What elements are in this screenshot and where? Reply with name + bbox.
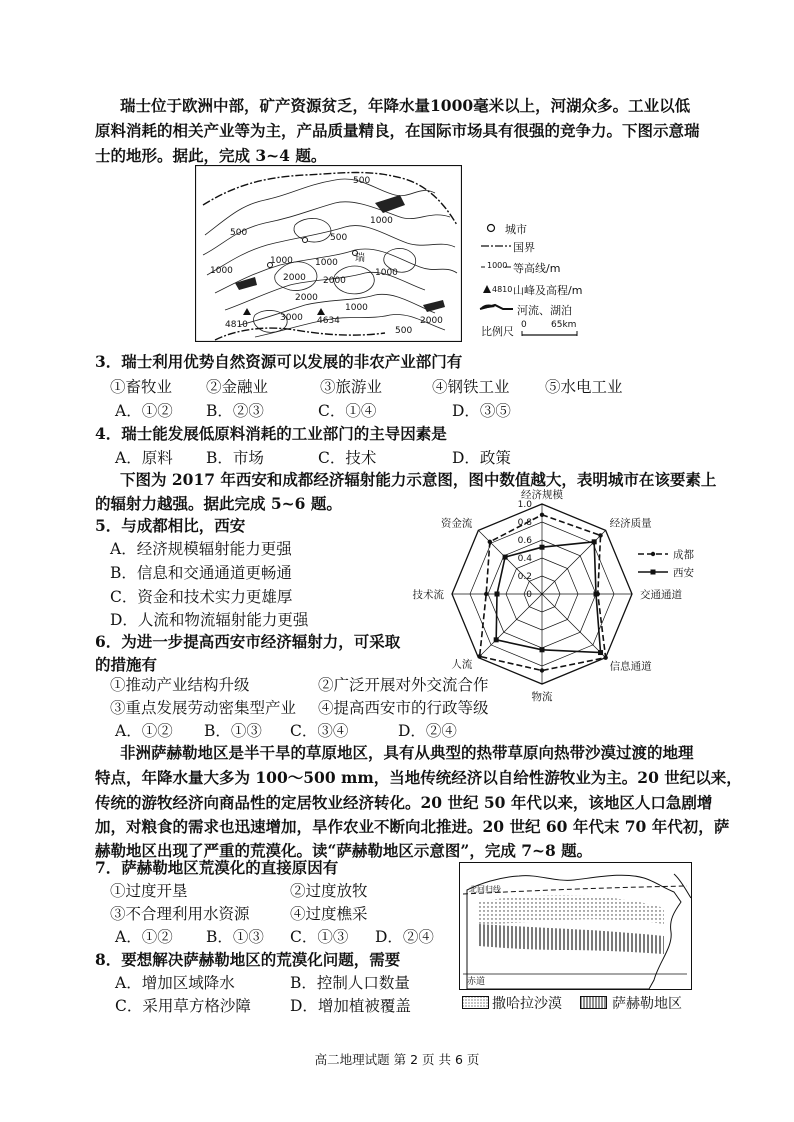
radar-category-label: 经济规模 xyxy=(521,489,563,501)
legend-label: 成都 xyxy=(673,549,694,561)
q7-option-a[interactable]: A．①② xyxy=(115,928,173,946)
contour-label: 1000 xyxy=(375,268,398,278)
equator-label: 赤道 xyxy=(467,977,486,987)
q7-item: ②过度放牧 xyxy=(290,882,368,900)
q4-option-b[interactable]: B．市场 xyxy=(206,449,264,467)
q6-option-d[interactable]: D．②④ xyxy=(398,722,457,740)
q5-option-a[interactable]: A．经济规模辐射能力更强 xyxy=(110,540,292,558)
q6-option-b[interactable]: B．①③ xyxy=(204,722,262,740)
q3-option-b[interactable]: B．②③ xyxy=(206,402,264,420)
legend-marker xyxy=(651,552,655,556)
radar-point xyxy=(477,654,481,658)
contour-label: 1000 xyxy=(210,266,233,276)
q4-option-c[interactable]: C．技术 xyxy=(318,449,377,467)
q4-stem: 4．瑞士能发展低原料消耗的工业部门的主导因素是 xyxy=(95,424,447,443)
contour-label: 500 xyxy=(230,228,248,238)
legend-river: 河流、湖泊 xyxy=(517,304,572,317)
legend-sahel: 萨赫勒地区 xyxy=(612,996,682,1012)
contour-label: 2000 xyxy=(283,273,306,283)
q7-stem: 7．萨赫勒地区荒漠化的直接原因有 xyxy=(95,858,339,877)
intro3-line2: 特点，年降水量大多为 100～500 mm，当地传统经济以自给性游牧业为主。20 世纪以来， xyxy=(95,768,742,787)
contour-label: 1000 xyxy=(270,256,293,266)
peak-label: 4810 xyxy=(225,320,248,330)
radar-point xyxy=(503,555,508,560)
contour-label: 1000 xyxy=(345,303,368,313)
q6-stem-line2: 的措施有 xyxy=(95,655,158,674)
q6-option-c[interactable]: C．③④ xyxy=(290,722,349,740)
legend-city: 城市 xyxy=(505,223,527,236)
q3-item: ④钢铁工业 xyxy=(432,378,510,396)
map2-legend xyxy=(462,993,692,1013)
peak-label: 4634 xyxy=(317,316,340,326)
contour-label: 500 xyxy=(395,326,413,336)
q7-option-d[interactable]: D．②④ xyxy=(375,928,434,946)
q6-item: ③重点发展劳动密集型产业 xyxy=(110,699,297,717)
q7-option-b[interactable]: B．①③ xyxy=(206,928,264,946)
q8-option-b[interactable]: B．控制人口数量 xyxy=(290,974,410,992)
intro1-line1: 瑞士位于欧洲中部，矿产资源贫乏，年降水量1000毫米以上，河湖众多。工业以低 xyxy=(120,96,691,115)
q4-option-d[interactable]: D．政策 xyxy=(452,449,511,467)
q3-item: ②金融业 xyxy=(206,378,269,396)
radar-tick-label: 0 xyxy=(526,590,532,600)
radar-point xyxy=(488,540,492,544)
radar-tick-label: 0.8 xyxy=(517,518,532,528)
q6-item: ④提高西安市的行政等级 xyxy=(318,699,489,717)
legend-border: 国界 xyxy=(513,241,535,254)
q3-option-c[interactable]: C．①④ xyxy=(318,402,377,420)
legend-peak-sample: 4810 xyxy=(492,285,513,294)
q6-item: ①推动产业结构升级 xyxy=(110,676,250,694)
intro2-line2: 的辐射力越强。据此完成 5~6 题。 xyxy=(95,494,342,513)
intro1-line3: 士的地形。据此，完成 3~4 题。 xyxy=(95,146,327,165)
q3-stem: 3．瑞士利用优势自然资源可以发展的非农产业部门有 xyxy=(95,352,463,371)
q8-option-d[interactable]: D．增加植被覆盖 xyxy=(290,997,411,1015)
radar-point xyxy=(598,650,603,655)
legend-scale-km: 65km xyxy=(551,320,577,330)
q7-item: ③不合理利用水资源 xyxy=(110,905,250,923)
radar-point xyxy=(494,637,499,642)
radar-category-label: 技术流 xyxy=(412,589,444,601)
q4-option-a[interactable]: A．原料 xyxy=(115,449,173,467)
radar-category-label: 经济质量 xyxy=(609,517,652,530)
intro3-line5: 赫勒地区出现了严重的荒漠化。读“萨赫勒地区示意图”，完成 7~8 题。 xyxy=(95,841,593,860)
legend-scale-zero: 0 xyxy=(521,320,527,330)
q8-option-a[interactable]: A．增加区域降水 xyxy=(115,974,235,992)
tropic-label: 北回归线 xyxy=(469,885,501,894)
intro3-line3: 传统的游牧经济向商品性的定居牧业经济转化。20 世纪 50 年代以来，该地区人口急剧增 xyxy=(95,793,713,812)
legend-contour-sample: 1000 xyxy=(487,261,508,270)
radar-point xyxy=(540,647,545,652)
radar-category-label: 资金流 xyxy=(440,517,473,530)
legend-peak: 山峰及高程/m xyxy=(513,284,583,297)
radar-point xyxy=(592,539,597,544)
radar-category-label: 信息通道 xyxy=(609,660,652,673)
intro3-line1: 非洲萨赫勒地区是半干旱的草原地区，具有从典型的热带草原向热带沙漠过渡的地理 xyxy=(120,743,694,762)
q8-stem: 8．要想解决萨赫勒地区的荒漠化问题，需要 xyxy=(95,950,401,969)
radar-point xyxy=(540,668,544,672)
contour-label: 1000 xyxy=(315,258,338,268)
q8-option-c[interactable]: C．采用草方格沙障 xyxy=(115,997,251,1015)
switzerland-terrain-map xyxy=(195,165,462,342)
q3-item: ⑤水电工业 xyxy=(545,378,623,396)
q3-option-d[interactable]: D．③⑤ xyxy=(452,402,511,420)
q6-item: ②广泛开展对外交流合作 xyxy=(318,676,489,694)
radar-point xyxy=(495,592,500,597)
radar-chart xyxy=(410,486,710,708)
legend-scale-label: 比例尺 xyxy=(481,325,514,338)
radar-tick-label: 0.6 xyxy=(517,536,532,546)
radar-point xyxy=(598,533,602,537)
intro3-line4: 加，对粮食的需求也迅速增加，旱作农业不断向北推进。20 世纪 60 年代末 70 年代初，萨 xyxy=(95,817,730,836)
intro1-line2: 原料消耗的相关产业等为主，产品质量精良，在国际市场具有很强的竞争力。下图示意瑞 xyxy=(95,121,700,140)
contour-label: 500 xyxy=(330,233,348,243)
radar-category-label: 物流 xyxy=(531,691,553,703)
page-footer: 高二地理试题 第 2 页 共 6 页 xyxy=(314,1052,480,1067)
radar-tick-label: 0.4 xyxy=(517,554,532,564)
legend-sahara: 撒哈拉沙漠 xyxy=(492,996,562,1012)
legend-marker xyxy=(651,570,656,575)
q6-option-a[interactable]: A．①② xyxy=(115,722,173,740)
q7-item: ①过度开垦 xyxy=(110,882,188,900)
radar-tick-label: 1.0 xyxy=(517,500,532,510)
radar-tick-label: 0.2 xyxy=(517,572,532,582)
radar-point xyxy=(540,545,545,550)
radar-point xyxy=(603,655,607,659)
map1-legend xyxy=(477,221,597,341)
contour-label: 2000 xyxy=(323,276,346,286)
q5-stem: 5．与成都相比，西安 xyxy=(95,516,246,535)
legend-contour: 等高线/m xyxy=(513,262,561,275)
contour-label: 1000 xyxy=(370,216,393,226)
q5-option-c[interactable]: C．资金和技术实力更雄厚 xyxy=(110,588,293,606)
contour-label: 3000 xyxy=(280,313,303,323)
contour-label: 2000 xyxy=(420,316,443,326)
radar-series-1 xyxy=(496,542,600,653)
contour-label: 2000 xyxy=(295,293,318,303)
radar-point xyxy=(594,592,599,597)
q3-item: ①畜牧业 xyxy=(110,378,173,396)
intro2-line1: 下图为 2017 年西安和成都经济辐射能力示意图，图中数值越大，表明城市在该要素上 xyxy=(120,470,717,489)
q3-item: ③旅游业 xyxy=(320,378,383,396)
radar-point xyxy=(540,513,544,517)
q5-option-b[interactable]: B．信息和交通通道更畅通 xyxy=(110,564,292,582)
radar-point xyxy=(484,592,488,596)
contour-label: 500 xyxy=(353,176,371,186)
q3-option-a[interactable]: A．①② xyxy=(115,402,173,420)
q5-option-d[interactable]: D．人流和物流辐射能力更强 xyxy=(110,611,309,629)
sahel-map xyxy=(459,862,692,990)
q7-option-c[interactable]: C．①③ xyxy=(290,928,349,946)
radar-category-label: 交通通道 xyxy=(640,589,682,601)
place-label: 瑞 xyxy=(355,253,365,264)
q7-item: ④过度樵采 xyxy=(290,905,368,923)
q6-stem-line1: 6．为进一步提高西安市经济辐射力，可采取 xyxy=(95,632,401,651)
radar-category-label: 人流 xyxy=(451,658,473,671)
legend-label: 西安 xyxy=(673,567,694,579)
